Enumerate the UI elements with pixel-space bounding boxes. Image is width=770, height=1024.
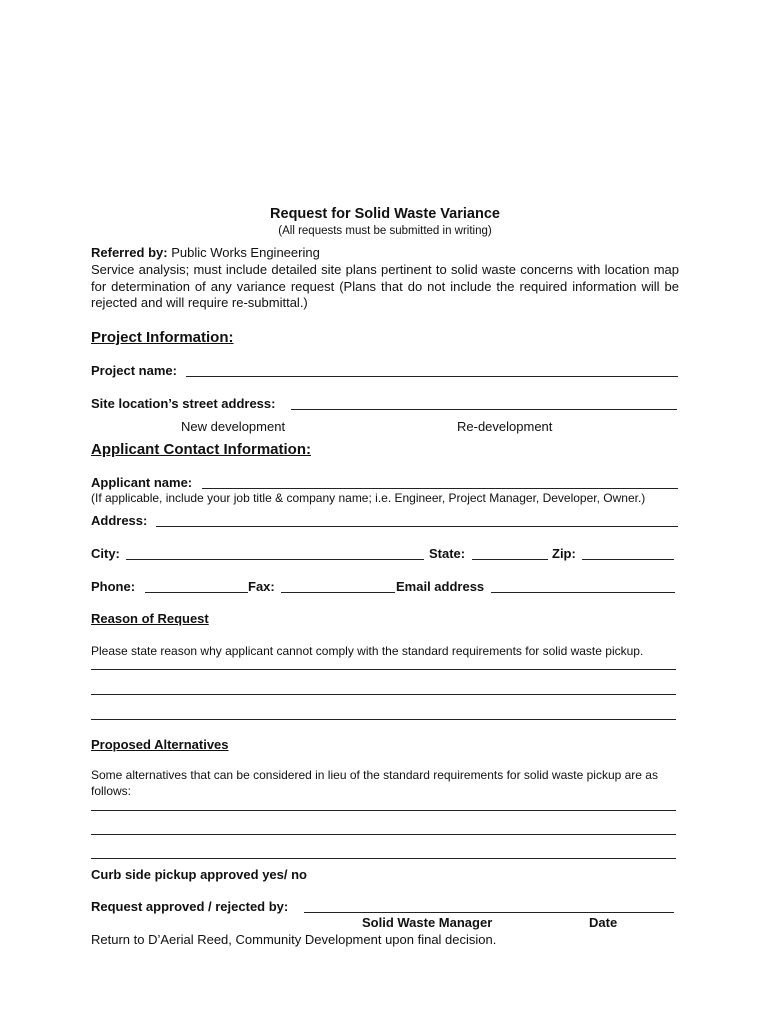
phone-label: Phone: <box>91 579 136 594</box>
option-new-development[interactable]: New development <box>181 419 286 434</box>
referred-by-label: Referred by: <box>91 245 168 260</box>
reason-line-1[interactable] <box>91 669 676 670</box>
referred-by-value: Public Works Engineering <box>171 245 320 260</box>
city-field[interactable] <box>126 548 424 560</box>
fax-field[interactable] <box>281 581 395 593</box>
project-name-label: Project name: <box>91 363 177 378</box>
alternatives-line-3[interactable] <box>91 858 676 859</box>
form-subtitle: (All requests must be submitted in writing) <box>278 225 492 237</box>
reason-line-2[interactable] <box>91 694 676 695</box>
applicant-name-note: (If applicable, include your job title & company name; i.e. Engineer, Project Manager, Developer, Owner.) <box>91 491 646 505</box>
alternatives-line-2[interactable] <box>91 834 676 835</box>
state-label: State: <box>429 546 466 561</box>
approval-label: Request approved / rejected by: <box>91 899 289 914</box>
solid-waste-manager-label: Solid Waste Manager <box>362 915 493 930</box>
project-info-heading: Project Information: <box>91 329 234 346</box>
alternatives-prompt: Some alternatives that can be considered in lieu of the standard requirements for solid waste pickup are as follows: <box>91 768 658 798</box>
service-analysis-text: Service analysis; must include detailed site plans pertinent to solid waste concerns with location map for determination of any variance request (Plans that do not include the required information will be rejected and will require re-submittal.) <box>91 262 679 310</box>
address-field[interactable] <box>156 515 678 527</box>
site-address-field[interactable] <box>291 398 677 410</box>
referred-by <box>91 245 679 262</box>
city-label: City: <box>91 546 120 561</box>
option-redevelopment[interactable]: Re-development <box>457 419 553 434</box>
state-field[interactable] <box>472 548 548 560</box>
zip-label: Zip: <box>552 546 576 561</box>
reason-heading: Reason of Request <box>91 611 209 626</box>
project-name-field[interactable] <box>186 365 678 377</box>
date-label: Date <box>589 915 618 930</box>
return-note: Return to D’Aerial Reed, Community Development upon final decision. <box>91 932 497 947</box>
reason-line-3[interactable] <box>91 719 676 720</box>
approval-signature-field[interactable] <box>304 901 674 913</box>
address-label: Address: <box>91 513 148 528</box>
reason-prompt: Please state reason why applicant cannot comply with the standard requirements for solid waste pickup. <box>91 644 644 658</box>
applicant-name-label: Applicant name: <box>91 475 193 490</box>
email-label: Email address <box>396 579 485 594</box>
alternatives-heading: Proposed Alternatives <box>91 737 229 752</box>
fax-label: Fax: <box>248 579 275 594</box>
email-field[interactable] <box>491 581 675 593</box>
zip-field[interactable] <box>582 548 674 560</box>
phone-field[interactable] <box>145 581 248 593</box>
curbside-approval: Curb side pickup approved yes/ no <box>91 867 307 882</box>
applicant-name-field[interactable] <box>202 477 678 489</box>
applicant-heading: Applicant Contact Information: <box>91 441 311 458</box>
alternatives-line-1[interactable] <box>91 810 676 811</box>
form-title: Request for Solid Waste Variance <box>270 206 500 222</box>
site-address-label: Site location’s street address: <box>91 396 276 411</box>
